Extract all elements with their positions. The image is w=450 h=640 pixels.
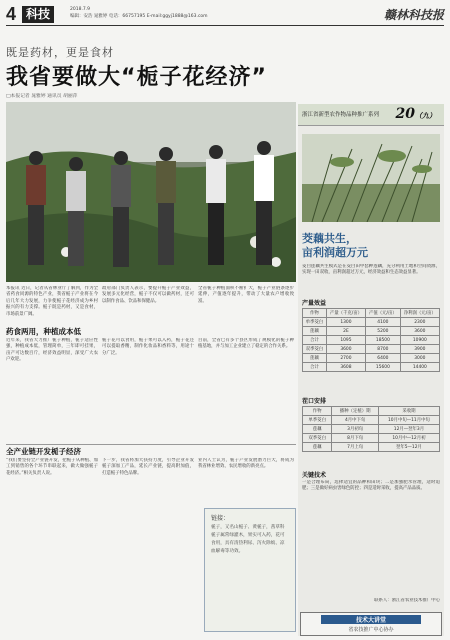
schedule-table bbox=[302, 406, 440, 452]
yield-table-cell: 双季茭白 bbox=[303, 345, 327, 354]
yield-table-header bbox=[303, 309, 440, 318]
article-body-1: 本报讯 近日，记者从省林业厅了解到，作为全省药食同源的特色产业，我省栀子产业将在今后几年大力发展，力争使栀子花经济成为乡村振兴的有力支撑。栀子既是药材，又是食材，市场前景广阔。 bbox=[6, 286, 98, 317]
article-body-9: 业内人士认为，栀子产业发展潜力巨大，将成为我省林业增效、农民增收的新亮点。 bbox=[198, 458, 294, 470]
yield-table-cell: 3600 bbox=[326, 345, 365, 354]
sidebar-photo bbox=[302, 134, 440, 222]
section-tag: 科技 bbox=[22, 6, 54, 23]
email-line: E-mail:ggyj1888@163.com bbox=[146, 14, 208, 19]
subhead-2: 全产业链开发栀子经济 bbox=[6, 447, 81, 456]
schedule-table-cell: 3月初旬 bbox=[332, 425, 379, 434]
group-photo-image bbox=[6, 102, 296, 282]
schedule-table-header-cell: 播种（定植）期 bbox=[332, 407, 379, 416]
tech-text: 一是合理布局，选择适宜的品种和田块；二是加强肥水管理，适时追肥；三是做好病虫害绿色防控；四是适时采收，提高产品品质。 bbox=[302, 480, 440, 492]
article-headline: 我省要做大“栀子花经济” bbox=[6, 65, 267, 90]
schedule-table-header-cell: 采收期 bbox=[378, 407, 439, 416]
article-body-4: 近年来，我省大力推广栀子种植，栀子适应性强，种植成本低，管理简单，三年即可挂果，亩产可达数百斤，经济效益明显，深受广大农户欢迎。 bbox=[6, 338, 98, 363]
schedule-table-cell: 翌年5—12月 bbox=[378, 443, 439, 452]
sidebar-contact: 联系人：浙江省农业技术推广中心 bbox=[374, 598, 440, 603]
article-body-3: 全省栀子种植面积不断扩大，栀子产业链条逐步延伸，产值逐年提升，带动了大量农户增收致富。 bbox=[198, 286, 294, 304]
yield-table-row bbox=[303, 363, 440, 372]
article-kicker: 既是药材，更是食材 bbox=[6, 46, 114, 59]
lotus-field-image bbox=[302, 134, 440, 222]
yield-table-row bbox=[303, 336, 440, 345]
yield-table-cell: 3000 bbox=[400, 354, 439, 363]
yield-table-cell: 8700 bbox=[366, 345, 401, 354]
sidebar-column bbox=[298, 104, 444, 636]
yield-table bbox=[302, 308, 440, 372]
yield-table-cell: 14400 bbox=[400, 363, 439, 372]
schedule-table-row bbox=[303, 416, 440, 425]
yield-table-row bbox=[303, 318, 440, 327]
schedule-table-cell: 双季茭白 bbox=[303, 434, 332, 443]
links-box bbox=[204, 508, 296, 632]
schedule-table-cell: 12月—翌年3月 bbox=[378, 425, 439, 434]
schedule-table-cell: 4月中下旬 bbox=[332, 416, 379, 425]
subhead-1: 药食两用，种植成本低 bbox=[6, 327, 81, 336]
section-divider bbox=[6, 444, 296, 445]
schedule-table-cell: 莲藕 bbox=[303, 443, 332, 452]
schedule-table-cell: 7月上旬 bbox=[332, 443, 379, 452]
page-number: 4 bbox=[6, 4, 17, 24]
article-body-7: “我们要坚持全产业链开发，把栀子从种植、加工到销售的各个环节串联起来，做大做强栀子花经济。”相关负责人说。 bbox=[6, 458, 98, 476]
article-byline: □本报记者 晁雅婷 通讯员 胡丽萍 bbox=[6, 94, 78, 99]
yield-table-cell: 莲藕 bbox=[303, 354, 327, 363]
yield-table-cell: 1095 bbox=[326, 336, 365, 345]
schedule-table-header bbox=[303, 407, 440, 416]
sidebar-header bbox=[298, 104, 444, 126]
links-text: 栀子，又名山栀子、黄栀子，茜草科栀子属常绿灌木，果实可入药，花可食用，具有清热利尿、泻火除烦、凉血解毒等功效。 bbox=[211, 525, 285, 554]
links-label: 链接： bbox=[211, 515, 230, 522]
schedule-table-row bbox=[303, 425, 440, 434]
yield-table-cell: 2300 bbox=[400, 318, 439, 327]
schedule-table-header-cell: 作物 bbox=[303, 407, 332, 416]
editor-line: 编辑：安浩 晁雅婷 bbox=[70, 14, 108, 19]
yield-table-cell: 3608 bbox=[326, 363, 365, 372]
ad-subtitle: 省农技推广中心协办 bbox=[348, 627, 394, 633]
article-body-5: 栀子花可以食用，栀子果可以入药，栀子花还可以提取香精，制作化妆品和香料等，用途十分广泛。 bbox=[102, 338, 194, 356]
yield-table-cell: 莲藕 bbox=[303, 327, 327, 336]
schedule-table-cell: 单季茭白 bbox=[303, 416, 332, 425]
schedule-table-cell: 10月中旬—11月中旬 bbox=[378, 416, 439, 425]
yield-table-cell: 4100 bbox=[366, 318, 401, 327]
yield-table-cell: 18500 bbox=[366, 336, 401, 345]
paper-logo: 赣林科技报 bbox=[383, 8, 444, 22]
article-body-6: 目前，全省已有多个县区形成了规模化的栀子种植基地，并与加工企业建立了稳定的合作关系。 bbox=[198, 338, 294, 350]
yield-table-header-cell: 产量（千克/亩） bbox=[326, 309, 365, 318]
sidebar-title: 浙江省新型农作物品种推广系列 bbox=[302, 112, 380, 118]
sidebar-series-number bbox=[396, 106, 436, 122]
masthead bbox=[6, 4, 444, 26]
yield-table-cell: 合计 bbox=[303, 363, 327, 372]
table1-title: 产量效益 bbox=[302, 300, 327, 307]
schedule-table-cell: 10月中—12月初 bbox=[378, 434, 439, 443]
yield-table-header-cell: 净利润（元/亩） bbox=[400, 309, 439, 318]
sidebar-headline-1: 茭藕共生， bbox=[302, 232, 357, 245]
yield-table-cell: 单季茭白 bbox=[303, 318, 327, 327]
schedule-table-cell: 8月下旬 bbox=[332, 434, 379, 443]
yield-table-cell: 15600 bbox=[366, 363, 401, 372]
yield-table-cell: 5200 bbox=[366, 327, 401, 336]
yield-table-cell: 6400 bbox=[366, 354, 401, 363]
series-number: 20 bbox=[395, 106, 415, 122]
schedule-table-cell: 莲藕 bbox=[303, 425, 332, 434]
news-photo bbox=[6, 102, 296, 282]
yield-table-cell: 2700 bbox=[326, 354, 365, 363]
yield-table-cell: 2E bbox=[326, 327, 365, 336]
yield-table-cell: 合计 bbox=[303, 336, 327, 345]
sidebar-intro: 茭白莲藕共生模式是在茭白田中套种莲藕，充分利用土地和空间资源，实现一田双收，亩利润超过万元，经济效益和生态效益显著。 bbox=[302, 264, 440, 276]
series-suffix: （九） bbox=[415, 111, 436, 120]
sidebar-headline-2: 亩利润超万元 bbox=[302, 246, 368, 259]
yield-table-cell: 1300 bbox=[326, 318, 365, 327]
yield-table-row bbox=[303, 345, 440, 354]
schedule-table-row bbox=[303, 434, 440, 443]
tech-title: 关键技术 bbox=[302, 472, 327, 479]
yield-table-header-cell: 作物 bbox=[303, 309, 327, 318]
issue-date: 2018.7.9 bbox=[70, 7, 91, 12]
tech-lecture-ad bbox=[300, 612, 442, 636]
yield-table-row bbox=[303, 354, 440, 363]
masthead-meta bbox=[70, 6, 270, 20]
yield-table-cell: 3600 bbox=[400, 327, 439, 336]
ad-title: 技术大讲堂 bbox=[321, 615, 421, 624]
article-body-2: 政府部门负责人表示，要提升栀子产业效益，发展多元化经营，栀子不仅可以做药材，还可以制作食品、饮品和保健品。 bbox=[102, 286, 194, 304]
yield-table-cell: 10900 bbox=[400, 336, 439, 345]
table2-title: 茬口安排 bbox=[302, 398, 327, 405]
schedule-table-row bbox=[303, 443, 440, 452]
yield-table-header-cell: 产值（元/亩） bbox=[366, 309, 401, 318]
article-body-8: 下一步，我省将加大扶持力度，引导企业开发栀子深加工产品，延长产业链，提高附加值，打造栀子特色品牌。 bbox=[102, 458, 194, 476]
phone-line: 电话：66757195 bbox=[108, 14, 146, 19]
yield-table-row bbox=[303, 327, 440, 336]
yield-table-cell: 3900 bbox=[400, 345, 439, 354]
